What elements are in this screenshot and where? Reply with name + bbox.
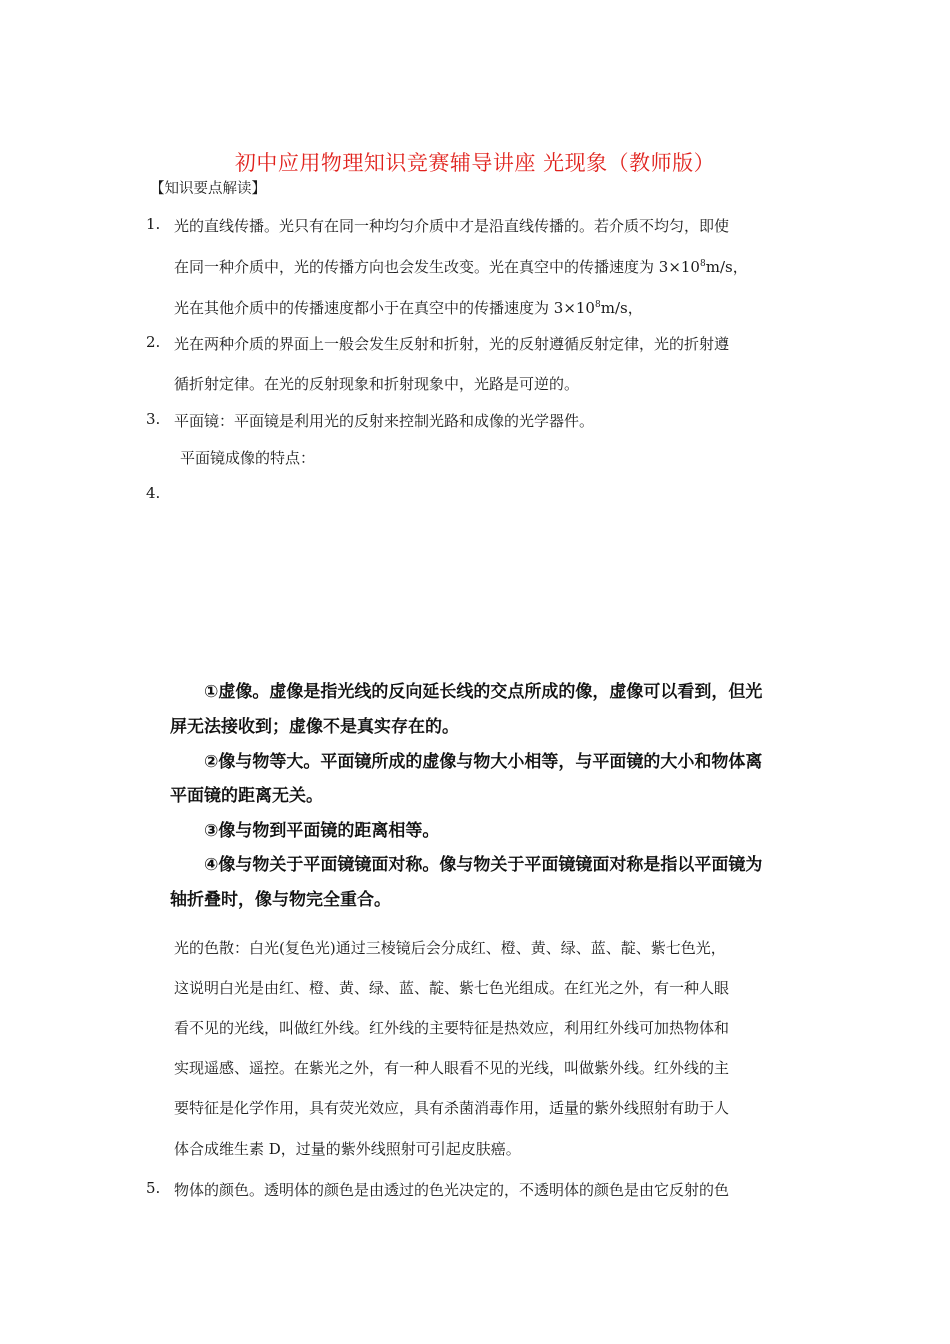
item-number: 5. [146, 1179, 161, 1197]
item3-line1: 平面镜：平面镜是利用光的反射来控制光路和成像的光学器件。 [174, 412, 595, 430]
feature-4-line2: 轴折叠时，像与物完全重合。 [170, 890, 391, 910]
feature-3-line1: ③像与物到平面镜的距离相等。 [204, 821, 440, 841]
feature-1-line2: 屏无法接收到；虚像不是真实存在的。 [170, 717, 459, 737]
item3-line2: 平面镜成像的特点： [180, 449, 316, 467]
item2-line2: 循折射定律。在光的反射现象和折射现象中，光路是可逆的。 [174, 375, 580, 393]
dispersion-line4: 实现遥感、遥控。在紫光之外，有一种人眼看不见的光线，叫做紫外线。红外线的主 [174, 1059, 730, 1077]
dispersion-line2: 这说明白光是由红、橙、黄、绿、蓝、靛、紫七色光组成。在红光之外，有一种人眼 [174, 979, 730, 997]
item1-line3: 光在其他介质中的传播速度都小于在真空中的传播速度为 $3\times 10^8m/s$， [174, 299, 643, 317]
item-number: 4. [146, 484, 161, 502]
item1-line1: 光的直线传播。光只有在同一种均匀介质中才是沿直线传播的。若介质不均匀，即使 [174, 217, 730, 235]
item-number: 2. [146, 333, 161, 351]
dispersion-line6: 体合成维生素 D，过量的紫外线照射可引起皮肤癌。 [174, 1140, 521, 1158]
dispersion-line1: 光的色散：白光(复色光)通过三棱镜后会分成红、橙、黄、绿、蓝、靛、紫七色光， [174, 939, 726, 957]
feature-1-line1: ①虚像。虚像是指光线的反向延长线的交点所成的像，虚像可以看到，但光 [204, 682, 763, 702]
exponent: 8 [594, 300, 601, 310]
dispersion-line5: 要特征是化学作用，具有荧光效应，具有杀菌消毒作用，适量的紫外线照射有助于人 [174, 1099, 730, 1117]
feature-2-line2: 平面镜的距离无关。 [170, 786, 323, 806]
item-number: 1. [146, 215, 161, 233]
exponent: 8 [699, 259, 706, 269]
page-title: 初中应用物理知识竞赛辅导讲座 光现象（教师版） [234, 151, 716, 175]
item2-line1: 光在两种介质的界面上一般会发生反射和折射，光的反射遵循反射定律，光的折射遵 [174, 335, 730, 353]
section-heading: 【知识要点解读】 [150, 181, 266, 197]
item1-line2: 在同一种介质中，光的传播方向也会发生改变。光在真空中的传播速度为 $3\times 10^8m/s$， [174, 258, 748, 276]
item-number: 3. [146, 410, 161, 428]
item5-line1: 物体的颜色。透明体的颜色是由透过的色光决定的，不透明体的颜色是由它反射的色 [174, 1181, 730, 1199]
feature-2-line1: ②像与物等大。平面镜所成的虚像与物大小相等，与平面镜的大小和物体离 [204, 752, 763, 772]
dispersion-line3: 看不见的光线，叫做红外线。红外线的主要特征是热效应，利用红外线可加热物体和 [174, 1019, 730, 1037]
feature-4-line1: ④像与物关于平面镜镜面对称。像与物关于平面镜镜面对称是指以平面镜为 [204, 855, 763, 875]
